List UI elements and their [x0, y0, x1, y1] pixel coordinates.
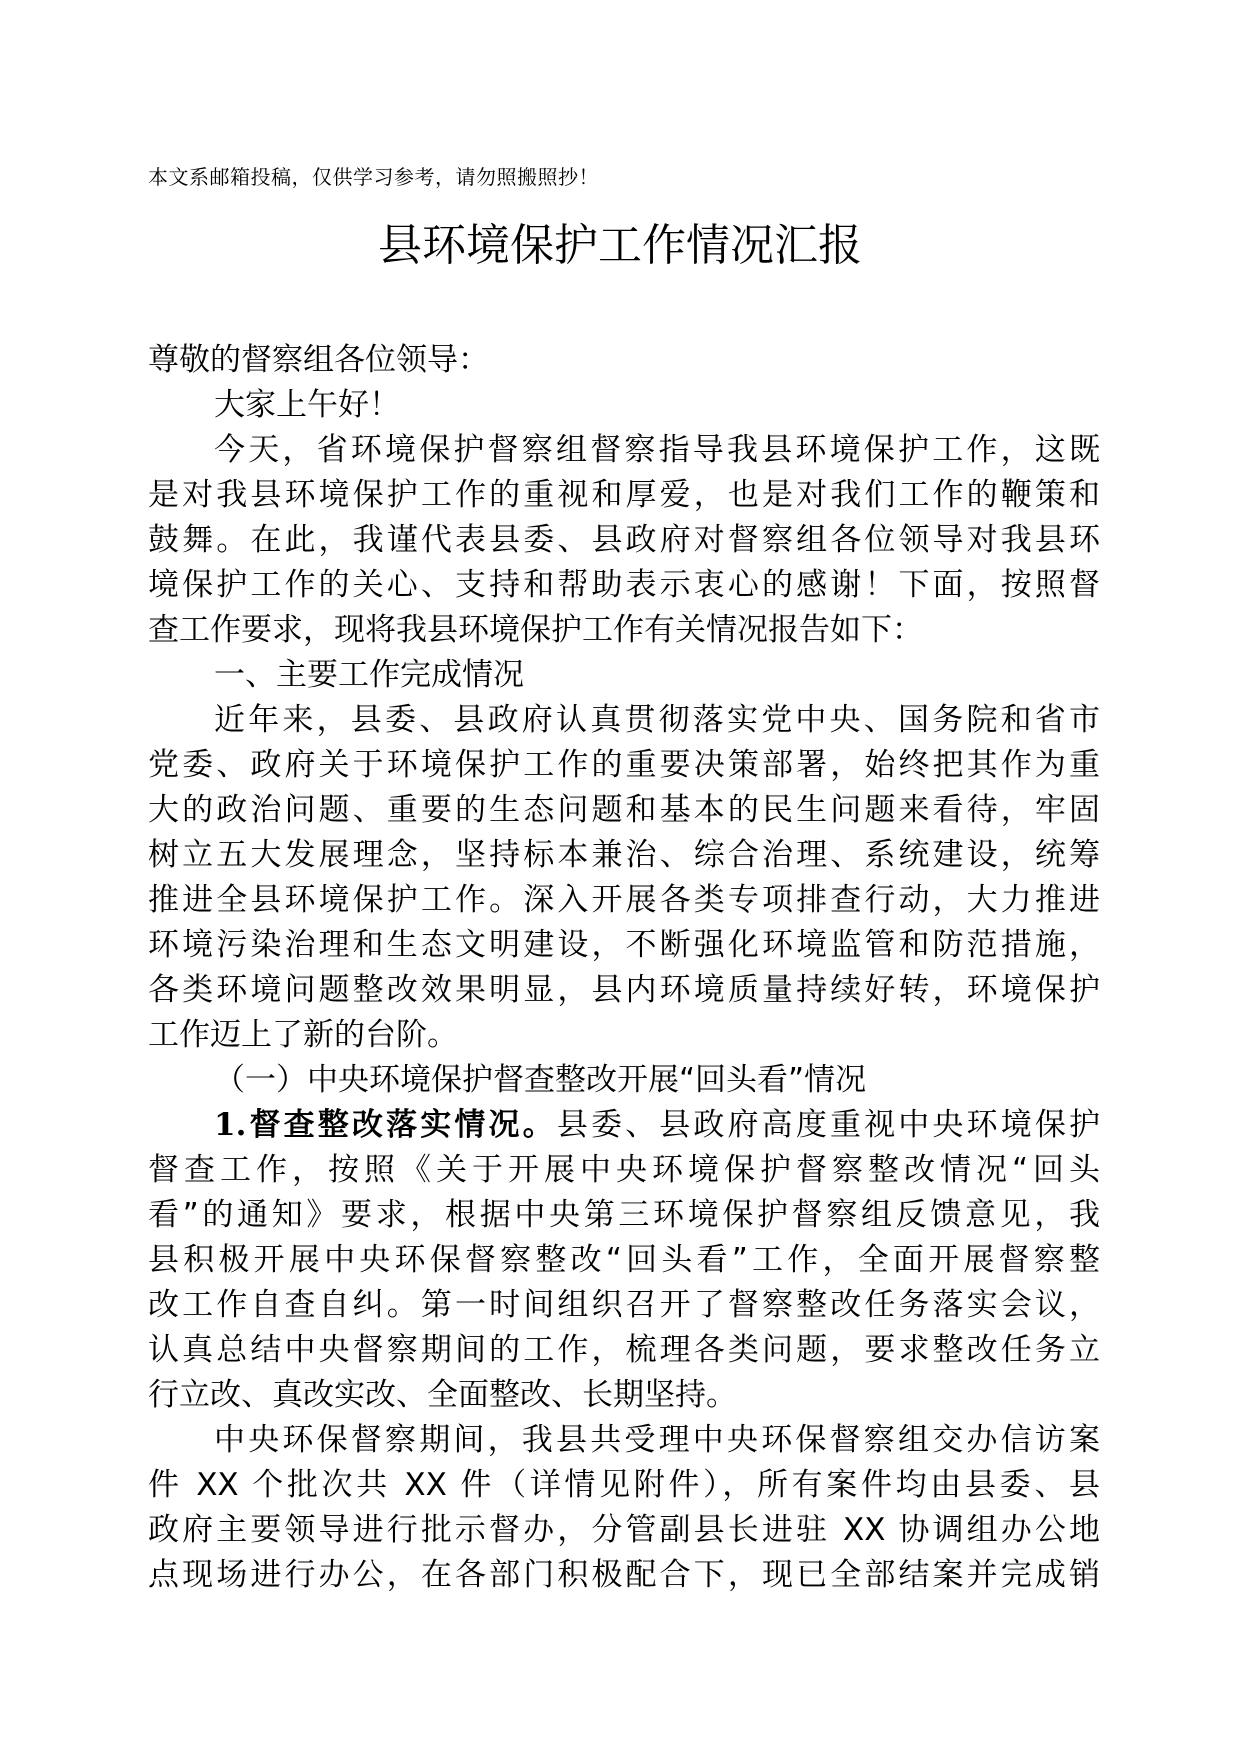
bold-lead-heading: 1.督查整改落实情况。	[214, 1107, 557, 1143]
body-line: 行立改、真改实改、全面整改、长期坚持。	[148, 1377, 737, 1413]
body-line: 树立五大发展理念，坚持标本兼治、综合治理、系统建设，统筹	[148, 837, 1100, 873]
body-line: 工作迈上了新的台阶。	[148, 1017, 458, 1053]
body-line: 改工作自查自纠。第一时间组织召开了督察整改任务落实会议，	[148, 1287, 1100, 1323]
subsection-heading: （一）中央环境保护督查整改开展“回头看”情况	[214, 1062, 867, 1098]
body-line: 查工作要求，现将我县环境保护工作有关情况报告如下：	[148, 612, 923, 648]
body-text: 县委、县政府高度重视中央环境保护	[556, 1107, 1100, 1143]
body-line: 县积极开展中央环保督察整改“回头看”工作，全面开展督察整	[148, 1242, 1100, 1278]
body-line: 政府主要领导进行批示督办，分管副县长进驻 XX 协调组办公地	[148, 1512, 1100, 1548]
greeting-line: 大家上午好！	[214, 387, 400, 423]
body-line: 境保护工作的关心、支持和帮助表示衷心的感谢！下面，按照督	[148, 567, 1100, 603]
document-title: 县环境保护工作情况汇报	[378, 220, 862, 271]
body-line: 中央环保督察期间，我县共受理中央环保督察组交办信访案	[214, 1422, 1100, 1458]
body-line: 是对我县环境保护工作的重视和厚爱，也是对我们工作的鞭策和	[148, 477, 1100, 513]
body-line	[214, 1102, 1100, 1148]
disclaimer-notice: 本文系邮箱投稿，仅供学习参考，请勿照搬照抄！	[148, 165, 599, 189]
body-line: 件 XX 个批次共 XX 件（详情见附件），所有案件均由县委、县	[148, 1467, 1100, 1503]
body-line: 鼓舞。在此，我谨代表县委、县政府对督察组各位领导对我县环	[148, 522, 1100, 558]
body-line: 各类环境问题整改效果明显，县内环境质量持续好转，环境保护	[148, 972, 1100, 1008]
body-line: 环境污染治理和生态文明建设，不断强化环境监管和防范措施，	[148, 927, 1100, 963]
body-line: 点现场进行办公，在各部门积极配合下，现已全部结案并完成销	[148, 1557, 1100, 1593]
body-line: 近年来，县委、县政府认真贯彻落实党中央、国务院和省市	[214, 702, 1100, 738]
body-line: 推进全县环境保护工作。深入开展各类专项排查行动，大力推进	[148, 882, 1100, 918]
body-line: 看”的通知》要求，根据中央第三环境保护督察组反馈意见，我	[148, 1197, 1100, 1233]
body-line: 大的政治问题、重要的生态问题和基本的民生问题来看待，牢固	[148, 792, 1100, 828]
body-line: 党委、政府关于环境保护工作的重要决策部署，始终把其作为重	[148, 747, 1100, 783]
salutation-line: 尊敬的督察组各位领导：	[148, 342, 489, 378]
body-line: 今天，省环境保护督察组督察指导我县环境保护工作，这既	[214, 432, 1100, 468]
body-line: 认真总结中央督察期间的工作，梳理各类问题，要求整改任务立	[148, 1332, 1100, 1368]
body-line: 督查工作，按照《关于开展中央环境保护督察整改情况“回头	[148, 1152, 1100, 1188]
section-heading: 一、主要工作完成情况	[214, 657, 524, 693]
